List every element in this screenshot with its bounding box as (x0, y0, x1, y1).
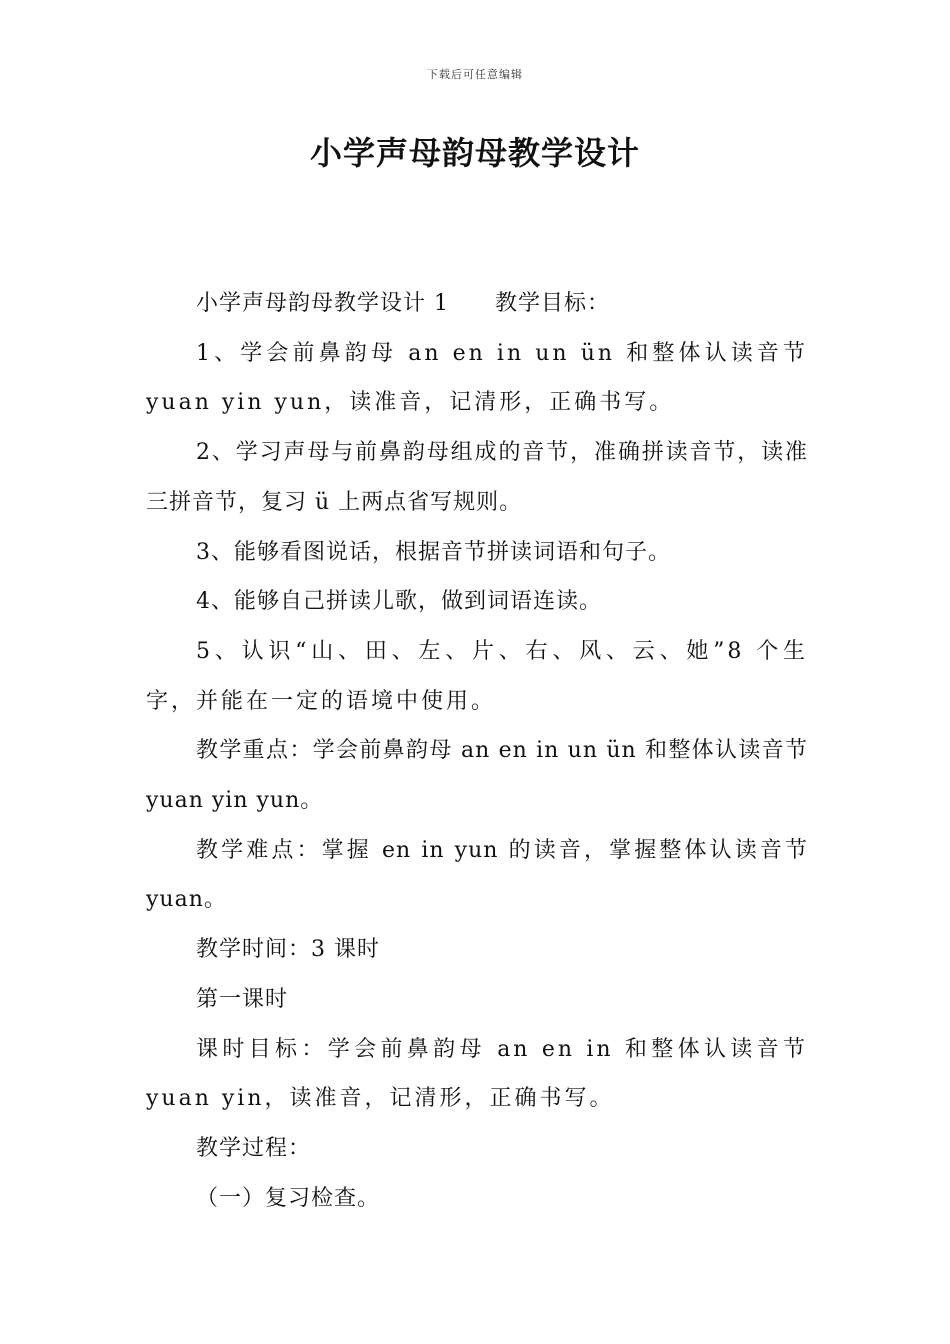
paragraph-lesson-objectives: 课时目标：学会前鼻韵母 an en in 和整体认读音节 yuan yin，读准音，记清形，正确书写。 (146, 1036, 808, 1112)
paragraph-time: 教学时间：3 课时 (196, 937, 380, 963)
paragraph-objective-3: 3、能够看图说话，根据音节拼读词语和句子。 (196, 539, 671, 565)
paragraph-difficulties: 教学难点：掌握 en in yun 的读音，掌握整体认读音节 yuan。 (146, 837, 808, 913)
document-title: 小学声母韵母教学设计 (309, 134, 640, 172)
paragraph-objective-4: 4、能够自己拼读儿歌，做到词语连读。 (196, 589, 602, 615)
header-note: 下载后可任意编辑 (427, 68, 523, 81)
paragraph-objective-1: 1、学会前鼻韵母 an en in un ün 和整体认读音节 yuan yin yun，读准音，记清形，正确书写。 (146, 340, 808, 416)
paragraph-review: （一）复习检查。 (196, 1185, 381, 1211)
paragraph-process-heading: 教学过程： (196, 1135, 312, 1161)
paragraph-lesson-one: 第一课时 (196, 986, 289, 1012)
paragraph-objective-2: 2、学习声母与前鼻韵母组成的音节，准确拼读音节，读准三拼音节，复习 ü 上两点省写规则。 (146, 440, 808, 515)
paragraph-objectives-heading: 小学声母韵母教学设计 1 教学目标： (196, 291, 610, 316)
paragraph-key-points: 教学重点：学会前鼻韵母 an en in un ün 和整体认读音节 yuan yin yun。 (146, 738, 808, 814)
paragraph-objective-5: 5、认识“山、田、左、片、右、风、云、她”8 个生字，并能在一定的语境中使用。 (146, 638, 808, 714)
document-body (146, 279, 808, 1223)
